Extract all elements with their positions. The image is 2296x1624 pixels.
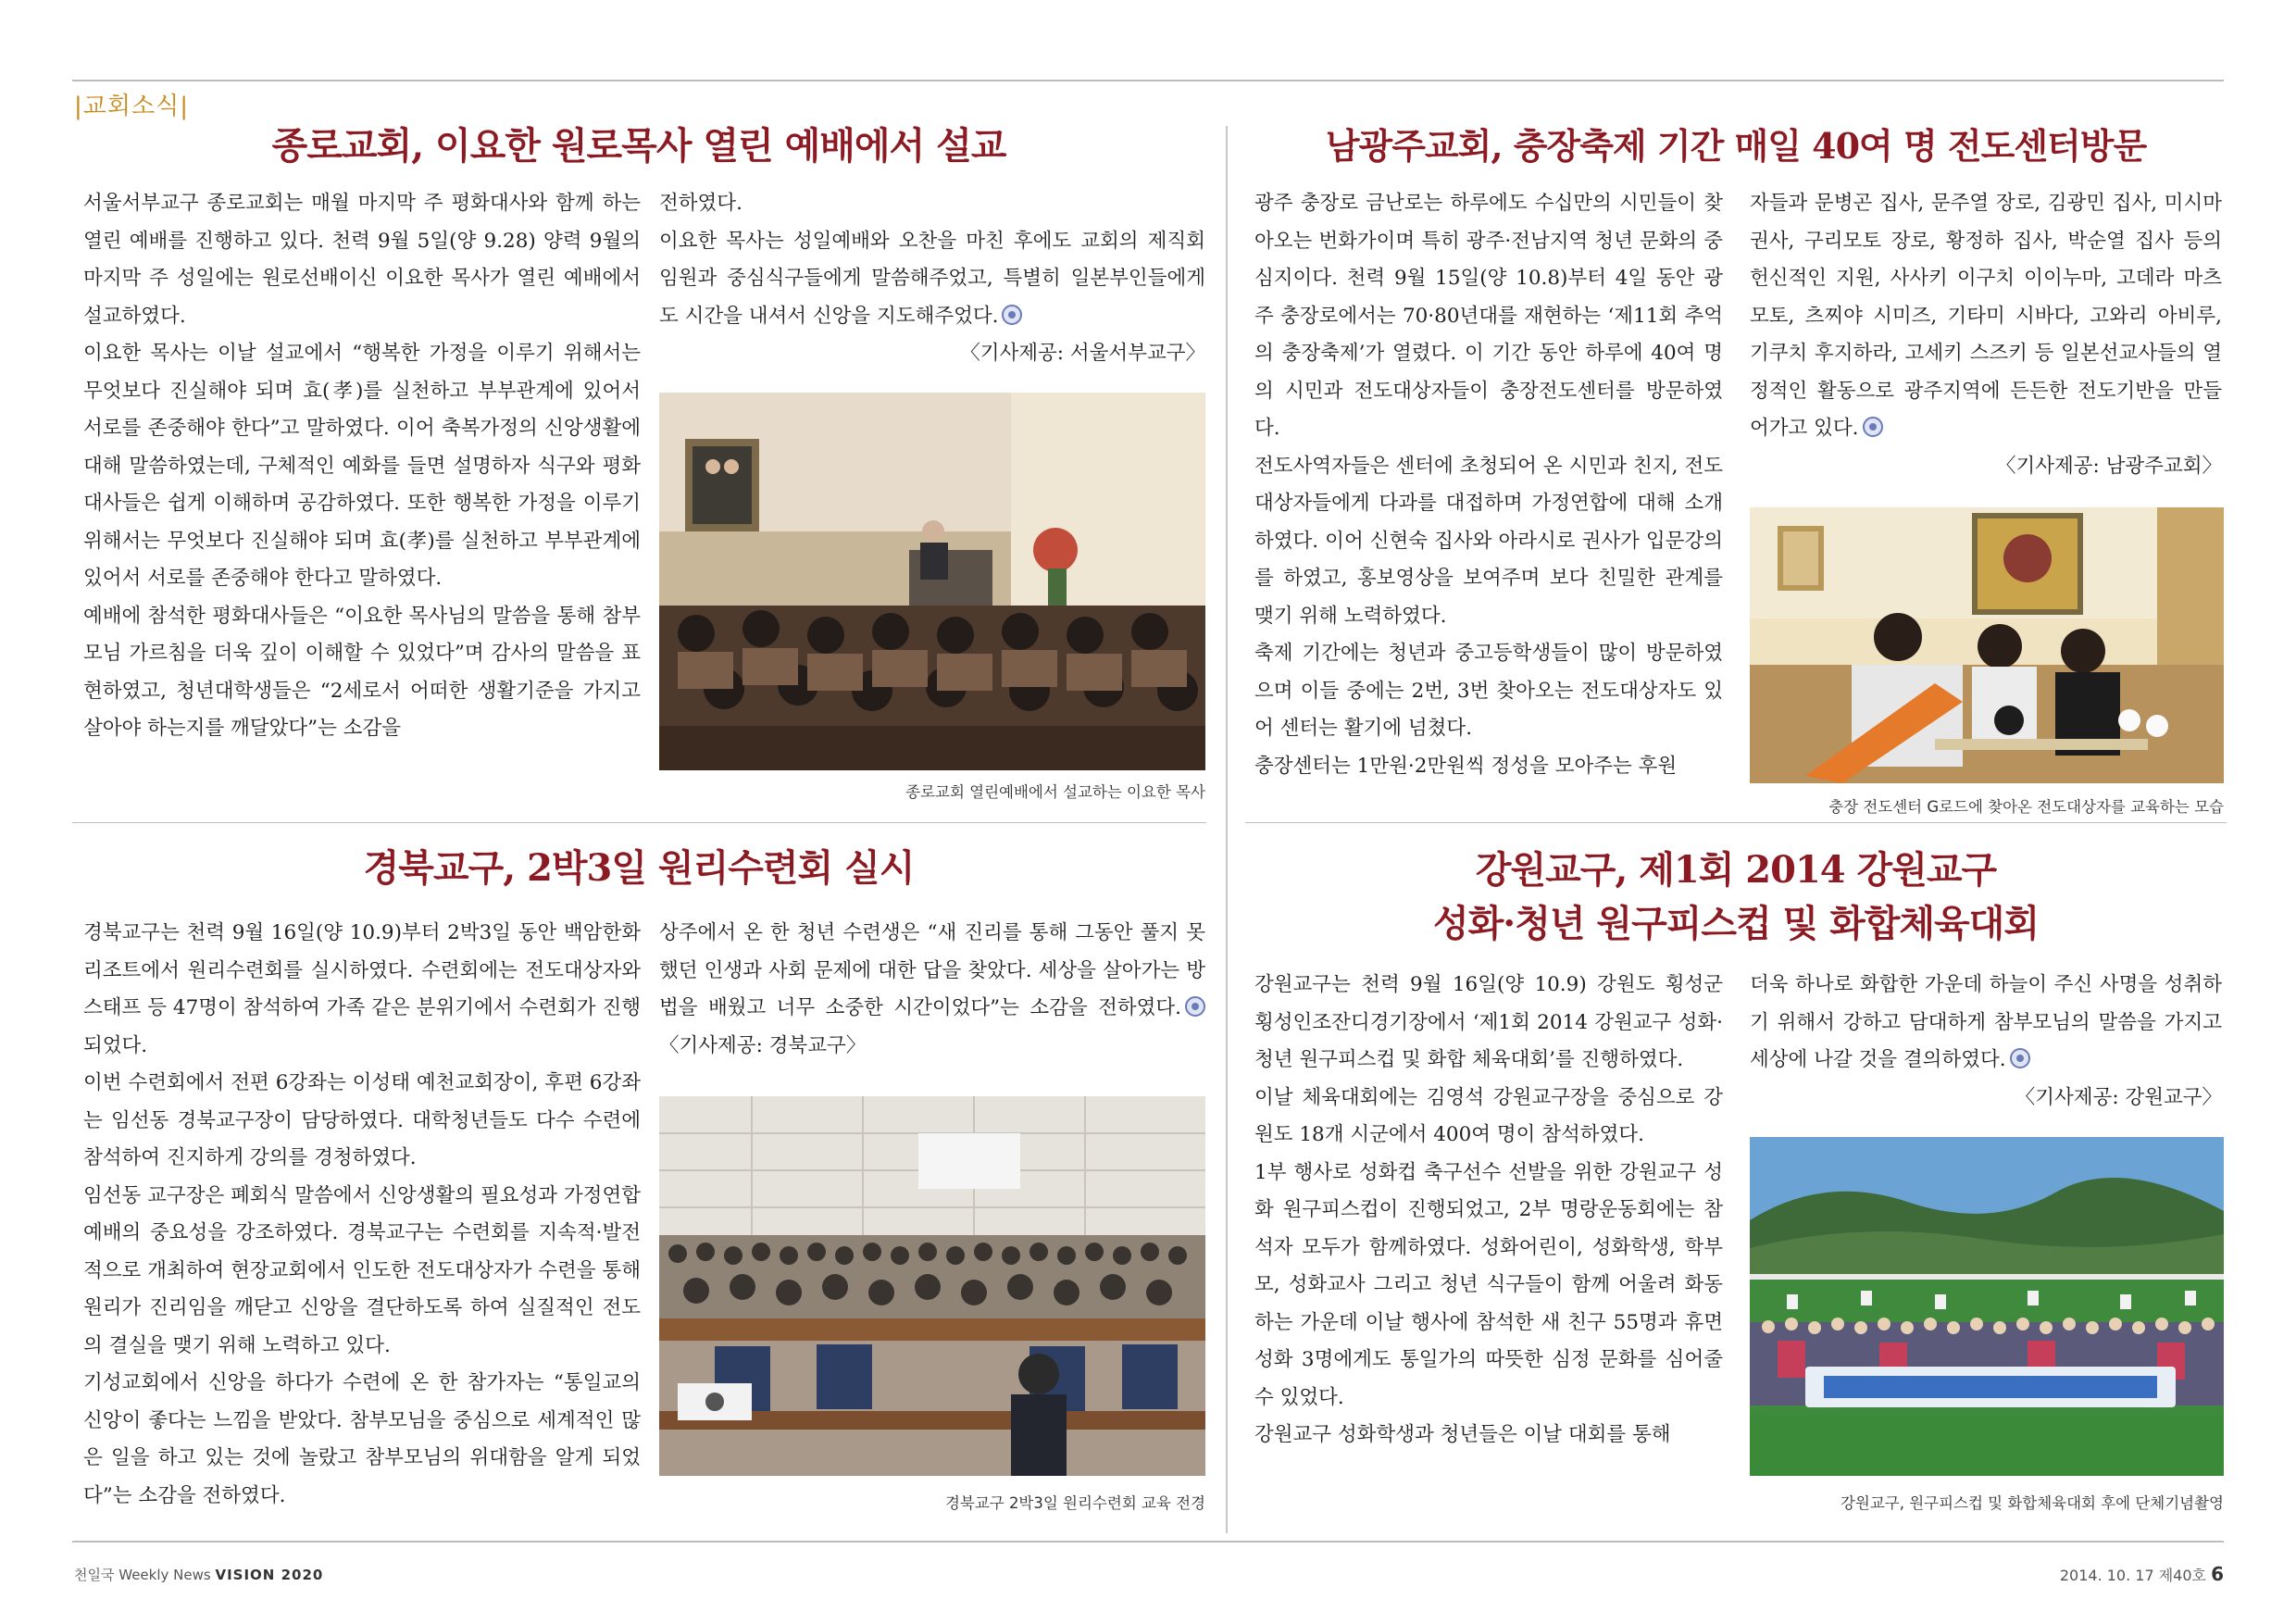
photo-caption-namgwangju: 충장 전도센터 G로드에 찾아온 전도대상자를 교육하는 모습 — [1828, 798, 2224, 816]
photo-gangwon-group — [1750, 1137, 2224, 1476]
footer-page-info — [2060, 1563, 2224, 1585]
article-credit: 〈기사제공: 남광주교회〉 — [1995, 454, 2222, 478]
article-title-namgwangju: 남광주교회, 충장축제 기간 매일 40여 명 전도센터방문 — [1325, 125, 2147, 167]
paragraph: 이요한 목사는 성일예배와 오찬을 마친 후에도 교회의 제직회 임원과 중심식구들에게 말씀해주었고, 특별히 일본부인들에게도 시간을 내셔서 신앙을 지도해주었다. — [659, 229, 1205, 328]
publication-name: VISION 2020 — [215, 1567, 324, 1583]
paragraph: 충장센터는 1만원·2만원씩 정성을 모아주는 후원 — [1254, 754, 1678, 778]
end-mark-icon — [1185, 996, 1205, 1017]
paragraph: 강원교구는 천력 9월 16일(양 10.9) 강원도 횡성군 횡성인조잔디경기장에서 ‘제1회 2014 강원교구 성화·청년 원구피스컵 및 화합 체육대회’를 진행하였다. — [1254, 973, 1723, 1071]
article-jongno-col2 — [659, 185, 1205, 373]
paragraph: 예배에 참석한 평화대사들은 “이요한 목사님의 말씀을 통해 참부모님 가르침을 더욱 깊이 이해할 수 있었다”며 감사의 말씀을 표현하였고, 청년대학생들은 “2세로서 어떠한 생활기준을 가지고 살아야 하는지를 깨달았다”는 소감을 — [83, 604, 641, 740]
middle-rule-left — [72, 822, 1206, 823]
article-title-gyeongbuk: 경북교구, 2박3일 원리수련회 실시 — [363, 846, 915, 890]
photo-jongno-sermon — [659, 393, 1205, 770]
paragraph: 임선동 교구장은 폐회식 말씀에서 신앙생활의 필요성과 가정연합 예배의 중요성을 강조하였다. 경북교구는 수련회를 지속적·발전적으로 개최하여 현장교회에서 인도한 전도대상자가 수련을 통해 원리가 진리임을 깨닫고 신앙을 결단하도록 하여 실질적인 전도의 결실을 맺기 위해 노력하고 있다. — [83, 1183, 641, 1357]
middle-rule-right — [1245, 822, 2227, 823]
photo-namgwangju-center — [1750, 507, 2224, 783]
paragraph: 상주에서 온 한 청년 수련생은 “새 진리를 통해 그동안 풀지 못했던 인생과 사회 문제에 대한 답을 찾았다. 세상을 살아가는 방법을 배웠고 너무 소중한 시간이었다”는 소감을 전하였다. — [659, 921, 1205, 1019]
article-title-gangwon-line2: 성화·청년 원구피스컵 및 화합체육대회 — [1433, 902, 2039, 945]
paragraph: 이날 체육대회에는 김영석 강원교구장을 중심으로 강원도 18개 시군에서 400여 명이 참석하였다. — [1254, 1085, 1723, 1146]
article-gyeongbuk-col2 — [659, 915, 1205, 1065]
paragraph: 이번 수련회에서 전편 6강좌는 이성태 예천교회장이, 후편 6강좌는 임선동 경북교구장이 담당하였다. 대학청년들도 다수 수련에 참석하여 진지하게 강의를 경청하였다. — [83, 1071, 641, 1169]
paragraph: 광주 충장로 금난로는 하루에도 수십만의 시민들이 찾아오는 번화가이며 특히 광주·전남지역 청년 문화의 중심지이다. 천력 9월 15일(양 10.8)부터 4일 동안 광주 충장로에서는 70·80년대를 재현하는 ‘제11회 추억의 충장축제’가 열렸다. 이 기간 동안 하루에 40여 명의 시민과 전도대상자들이 충장전도센터를 방문하였다. — [1254, 192, 1723, 440]
paragraph: 강원교구 성화학생과 청년들은 이날 대회를 통해 — [1254, 1423, 1671, 1446]
photo-caption-gyeongbuk: 경북교구 2박3일 원리수련회 교육 전경 — [944, 1494, 1205, 1512]
page-number: 6 — [2211, 1563, 2224, 1585]
paragraph: 이요한 목사는 이날 설교에서 “행복한 가정을 이루기 위해서는 무엇보다 진실해야 되며 효(孝)를 실천하고 부부관계에 있어서 서로를 존중해야 한다”고 말하였다. 이어 축복가정의 신앙생활에 대해 말씀하였는데, 구체적인 예화를 들면 설명하자 식구와 평화대사들은 쉽게 이해하며 공감하였다. 또한 행복한 가정을 이루기 위해서는 무엇보다 진실해야 되며 효(孝)를 실천하고 부부관계에 있어서 서로를 존중해야 한다고 말하였다. — [83, 342, 641, 590]
article-namgwangju-col2 — [1750, 185, 2222, 485]
article-gyeongbuk-col1 — [83, 915, 641, 1515]
paragraph: 축제 기간에는 청년과 중고등학생들이 많이 방문하였으며 이들 중에는 2번, 3번 찾아오는 전도대상자도 있어 센터는 활기에 넘쳤다. — [1254, 642, 1723, 740]
date-issue: 2014. 10. 17 제40호 — [2059, 1567, 2206, 1584]
paragraph: 서울서부교구 종로교회는 매월 마지막 주 평화대사와 함께 하는 열린 예배를 진행하고 있다. 천력 9월 5일(양 9.28) 양력 9월의 마지막 주 성일에는 원로선배이신 이요한 목사가 열린 예배에서 설교하였다. — [83, 192, 641, 328]
photo-gyeongbuk-seminar — [659, 1096, 1205, 1476]
column-divider — [1226, 126, 1228, 1533]
publication-small: 천일국 Weekly News — [74, 1567, 211, 1583]
section-tag: |교회소식| — [74, 93, 189, 120]
paragraph: 전하였다. — [659, 192, 742, 215]
photo-caption-jongno: 종로교회 열린예배에서 설교하는 이요한 목사 — [905, 783, 1205, 801]
article-title-jongno: 종로교회, 이요한 원로목사 열린 예배에서 설교 — [271, 124, 1006, 168]
article-jongno-col1 — [83, 185, 641, 748]
article-credit: 〈기사제공: 강원교구〉 — [2015, 1085, 2222, 1109]
article-credit: 〈기사제공: 서울서부교구〉 — [960, 342, 1205, 365]
end-mark-icon — [2010, 1048, 2030, 1068]
paragraph: 경북교구는 천력 9월 16일(양 10.9)부터 2박3일 동안 백암한화리조트에서 원리수련회를 실시하였다. 수련회에는 전도대상자와 스태프 등 47명이 참석하여 가족 같은 분위기에서 수련회가 진행되었다. — [83, 921, 641, 1057]
footer-publication — [74, 1565, 323, 1584]
top-rule — [72, 80, 2224, 81]
paragraph: 전도사역자들은 센터에 초청되어 온 시민과 친지, 전도대상자들에게 다과를 대접하며 가정연합에 대해 소개하였다. 이어 신현숙 집사와 아라시로 권사가 입문강의를 하였고, 홍보영상을 보여주며 보다 친밀한 관계를 맺기 위해 노력하였다. — [1254, 454, 1723, 628]
paragraph: 기성교회에서 신앙을 하다가 수련에 온 한 참가자는 “통일교의 신앙이 좋다는 느낌을 받았다. 참부모님을 중심으로 세계적인 많은 일을 하고 있는 것에 놀랐고 참부모님의 위대함을 알게 되었다”는 소감을 전하였다. — [83, 1371, 641, 1507]
article-namgwangju-col1 — [1254, 185, 1723, 785]
photo-caption-gangwon: 강원교구, 원구피스컵 및 화합체육대회 후에 단체기념촬영 — [1840, 1494, 2224, 1512]
end-mark-icon — [1002, 305, 1022, 325]
end-mark-icon — [1863, 417, 1883, 437]
article-credit: 〈기사제공: 경북교구〉 — [659, 1033, 867, 1057]
paragraph: 1부 행사로 성화컵 축구선수 선발을 위한 강원교구 성화 원구피스컵이 진행되었고, 2부 명랑운동회에는 참석자 모두가 함께하였다. 성화어린이, 성화학생, 학부모, 성화교사 그리고 청년 식구들이 함께 어울려 화동하는 가운데 이날 행사에 참석한 새 친구 55명과 휴면성화 3명에게도 통일가의 따뜻한 심정 문화를 심어줄 수 있었다. — [1254, 1160, 1723, 1409]
article-gangwon-col1 — [1254, 967, 1723, 1455]
article-title-gangwon-line1: 강원교구, 제1회 2014 강원교구 — [1475, 848, 1997, 892]
paragraph: 더욱 하나로 화합한 가운데 하늘이 주신 사명을 성취하기 위해서 강하고 담대하게 참부모님의 말씀을 가지고 세상에 나갈 것을 결의하였다. — [1750, 973, 2222, 1071]
article-gangwon-col2 — [1750, 967, 2222, 1117]
paragraph: 자들과 문병곤 집사, 문주열 장로, 김광민 집사, 미시마 권사, 구리모토 장로, 황정하 집사, 박순열 집사 등의 헌신적인 지원, 사사키 이구치 이이누마, 고데라 마츠모토, 츠찌야 시미즈, 기타미 시바다, 고와리 아비루, 기쿠치 후지하라, 고세키 스즈키 등 일본선교사들의 열정적인 활동으로 광주지역에 든든한 전도기반을 만들어가고 있다. — [1750, 192, 2222, 440]
bottom-rule — [72, 1541, 2224, 1543]
